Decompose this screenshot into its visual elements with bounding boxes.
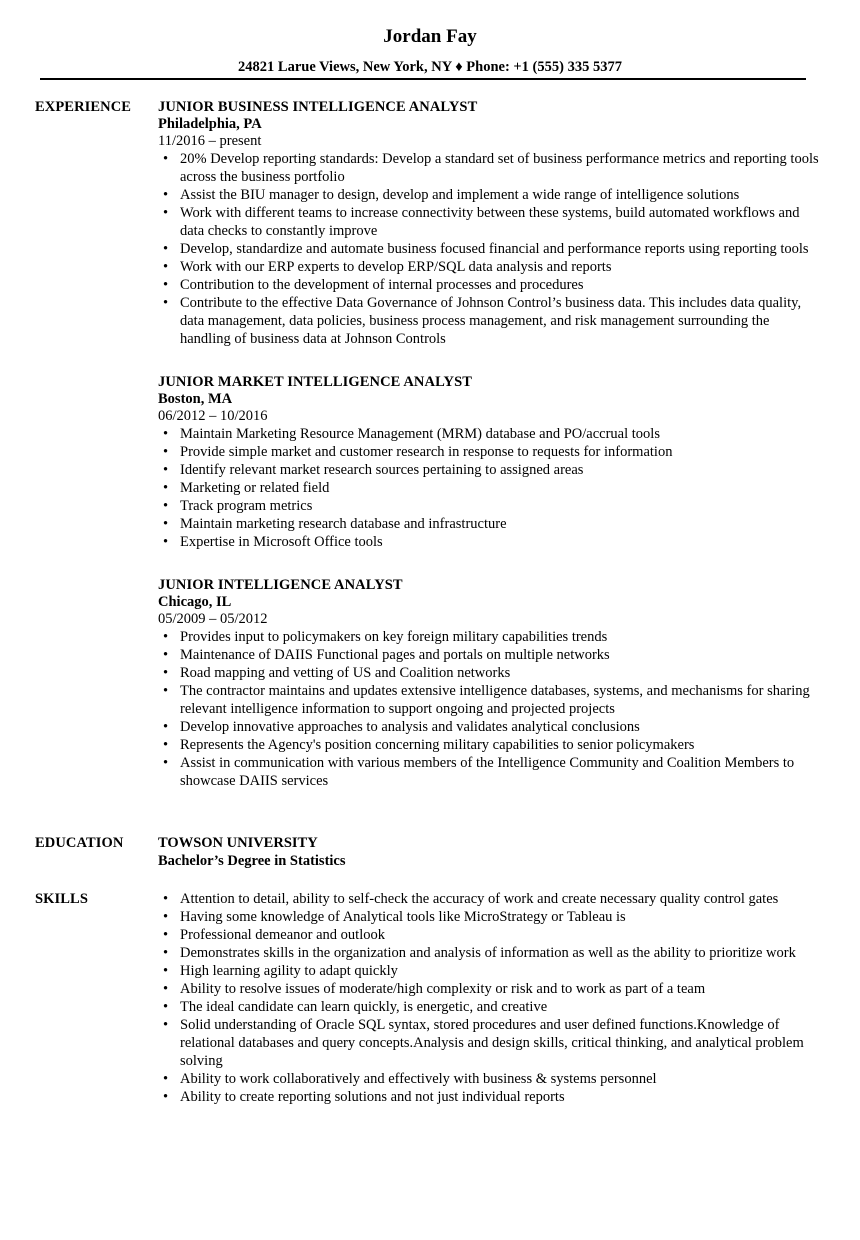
list-item: • Track program metrics xyxy=(180,497,823,515)
list-item: • Maintenance of DAIIS Functional pages and portals on multiple networks xyxy=(180,646,823,664)
list-item: • Represents the Agency's position concerning military capabilities to senior policymakers xyxy=(180,736,823,754)
list-item: • Identify relevant market research sources pertaining to assigned areas xyxy=(180,461,823,479)
list-item: • Marketing or related field xyxy=(180,479,823,497)
list-item: • High learning agility to adapt quickly xyxy=(180,962,823,980)
list-item: • Develop innovative approaches to analysis and validates analytical conclusions xyxy=(180,718,823,736)
degree: Bachelor’s Degree in Statistics xyxy=(158,853,346,869)
education-section xyxy=(158,834,823,870)
list-item: • Ability to resolve issues of moderate/high complexity or risk and to work as part of a team xyxy=(180,980,823,998)
experience-section xyxy=(158,98,823,815)
job-entry xyxy=(158,98,823,348)
list-item: • Maintain marketing research database and infrastructure xyxy=(180,515,823,533)
list-item: • Expertise in Microsoft Office tools xyxy=(180,533,823,551)
job-entry xyxy=(158,576,823,790)
job-title: JUNIOR MARKET INTELLIGENCE ANALYST xyxy=(158,374,473,390)
list-item: • Assist the BIU manager to design, develop and implement a wide range of intelligence solutions xyxy=(180,186,823,204)
list-item: • Assist in communication with various members of the Intelligence Community and Coalition Members to showcase DAIIS services xyxy=(180,754,823,790)
job-dates: 11/2016 – present xyxy=(158,133,262,149)
list-item: • 20% Develop reporting standards: Develop a standard set of business performance metrics and reporting tools across the business portfolio xyxy=(180,150,823,186)
list-item: • Provide simple market and customer research in response to requests for information xyxy=(180,443,823,461)
job-dates: 05/2009 – 05/2012 xyxy=(158,611,268,627)
list-item: • Ability to work collaboratively and effectively with business & systems personnel xyxy=(180,1070,823,1088)
list-item: • Professional demeanor and outlook xyxy=(180,926,823,944)
skills-list xyxy=(158,890,823,1106)
header-divider xyxy=(40,78,806,80)
candidate-name: Jordan Fay xyxy=(383,26,477,47)
experience-heading: EXPERIENCE xyxy=(35,99,132,115)
job-location: Chicago, IL xyxy=(158,594,232,610)
list-item: • The ideal candidate can learn quickly, is energetic, and creative xyxy=(180,998,823,1016)
list-item: • Develop, standardize and automate business focused financial and performance reports using reporting tools xyxy=(180,240,823,258)
contact-line: 24821 Larue Views, New York, NY ♦ Phone: +1 (555) 335 5377 xyxy=(238,59,622,75)
job-location: Philadelphia, PA xyxy=(158,116,262,132)
list-item: • Solid understanding of Oracle SQL syntax, stored procedures and user defined functions.Knowledge of relational databases and query concepts.Analysis and design skills, critical thinking, and analytical problem solving xyxy=(180,1016,823,1070)
skills-section xyxy=(158,890,823,1106)
job-title: JUNIOR INTELLIGENCE ANALYST xyxy=(158,577,403,593)
skills-heading: SKILLS xyxy=(35,891,88,907)
list-item: • Contribution to the development of internal processes and procedures xyxy=(180,276,823,294)
job-dates: 06/2012 – 10/2016 xyxy=(158,408,268,424)
job-title: JUNIOR BUSINESS INTELLIGENCE ANALYST xyxy=(158,99,478,115)
list-item: • Demonstrates skills in the organization and analysis of information as well as the ability to prioritize work xyxy=(180,944,823,962)
list-item: • Work with our ERP experts to develop ERP/SQL data analysis and reports xyxy=(180,258,823,276)
list-item: • Attention to detail, ability to self-check the accuracy of work and create necessary quality control gates xyxy=(180,890,823,908)
job-entry xyxy=(158,373,823,551)
job-responsibilities xyxy=(158,628,823,790)
job-responsibilities xyxy=(158,425,823,551)
list-item: • Having some knowledge of Analytical tools like MicroStrategy or Tableau is xyxy=(180,908,823,926)
education-heading: EDUCATION xyxy=(35,835,124,851)
list-item: • The contractor maintains and updates extensive intelligence databases, systems, and mechanisms for sharing relevant intelligence information to support ongoing and projected projects xyxy=(180,682,823,718)
job-location: Boston, MA xyxy=(158,391,233,407)
list-item: • Contribute to the effective Data Governance of Johnson Control’s business data. This includes data quality, data management, data policies, business process management, and risk management surrounding the handling of business data at Johnson Controls xyxy=(180,294,823,348)
list-item: • Provides input to policymakers on key foreign military capabilities trends xyxy=(180,628,823,646)
list-item: • Maintain Marketing Resource Management (MRM) database and PO/accrual tools xyxy=(180,425,823,443)
job-responsibilities xyxy=(158,150,823,348)
school-name: TOWSON UNIVERSITY xyxy=(158,835,318,851)
list-item: • Work with different teams to increase connectivity between these systems, build automated workflows and data checks to constantly improve xyxy=(180,204,823,240)
list-item: • Ability to create reporting solutions and not just individual reports xyxy=(180,1088,823,1106)
list-item: • Road mapping and vetting of US and Coalition networks xyxy=(180,664,823,682)
